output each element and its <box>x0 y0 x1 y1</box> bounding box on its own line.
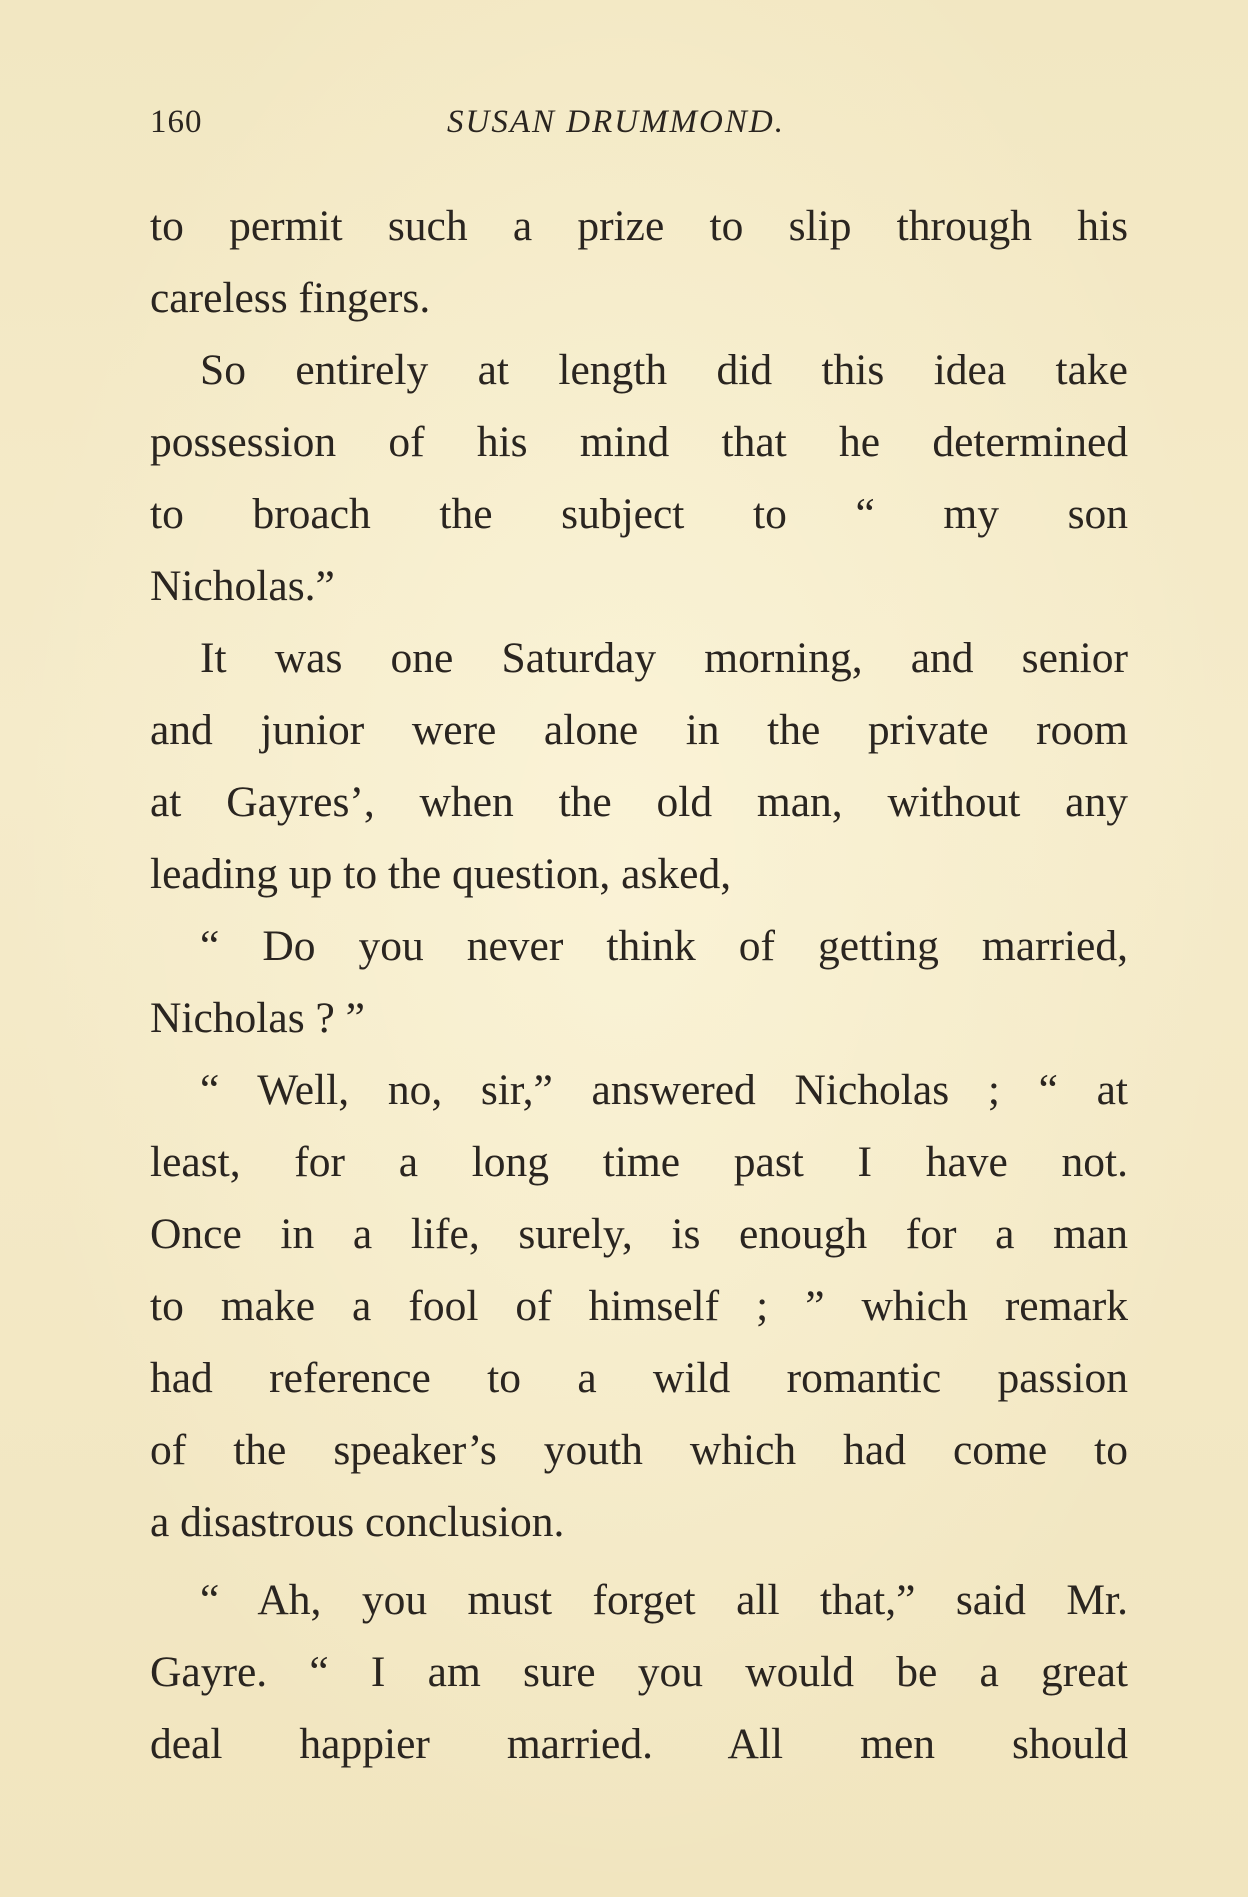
text-line: least, for a long time past I have not. <box>150 1138 1128 1186</box>
text-line: a disastrous conclusion. <box>150 1498 565 1546</box>
text-line: to make a fool of himself ; ” which remark <box>150 1282 1128 1330</box>
page-number: 160 <box>150 104 203 140</box>
text-line: It was one Saturday morning, and senior <box>200 634 1128 682</box>
text-line: careless fingers. <box>150 274 431 322</box>
text-line: deal happier married. All men should <box>150 1720 1128 1768</box>
text-line: So entirely at length did this idea take <box>200 346 1128 394</box>
text-line: Once in a life, surely, is enough for a man <box>150 1210 1128 1258</box>
text-line: “ Do you never think of getting married, <box>200 922 1128 970</box>
text-line: to broach the subject to “ my son <box>150 490 1128 538</box>
text-line: at Gayres’, when the old man, without any <box>150 778 1128 826</box>
text-line: possession of his mind that he determined <box>150 418 1128 466</box>
text-line: “ Well, no, sir,” answered Nicholas ; “ at <box>200 1066 1128 1114</box>
text-line: Nicholas.” <box>150 562 335 610</box>
text-line: had reference to a wild romantic passion <box>150 1354 1128 1402</box>
text-line: leading up to the question, asked, <box>150 850 732 898</box>
body-text <box>150 190 1128 1780</box>
text-line: and junior were alone in the private room <box>150 706 1128 754</box>
text-line: of the speaker’s youth which had come to <box>150 1426 1128 1474</box>
text-line: to permit such a prize to slip through his <box>150 202 1128 250</box>
running-head <box>150 104 1120 154</box>
text-line: Nicholas ? ” <box>150 994 365 1042</box>
text-line: Gayre. “ I am sure you would be a great <box>150 1648 1128 1696</box>
text-line: “ Ah, you must forget all that,” said Mr. <box>200 1576 1128 1624</box>
running-title: SUSAN DRUMMOND. <box>447 104 785 140</box>
